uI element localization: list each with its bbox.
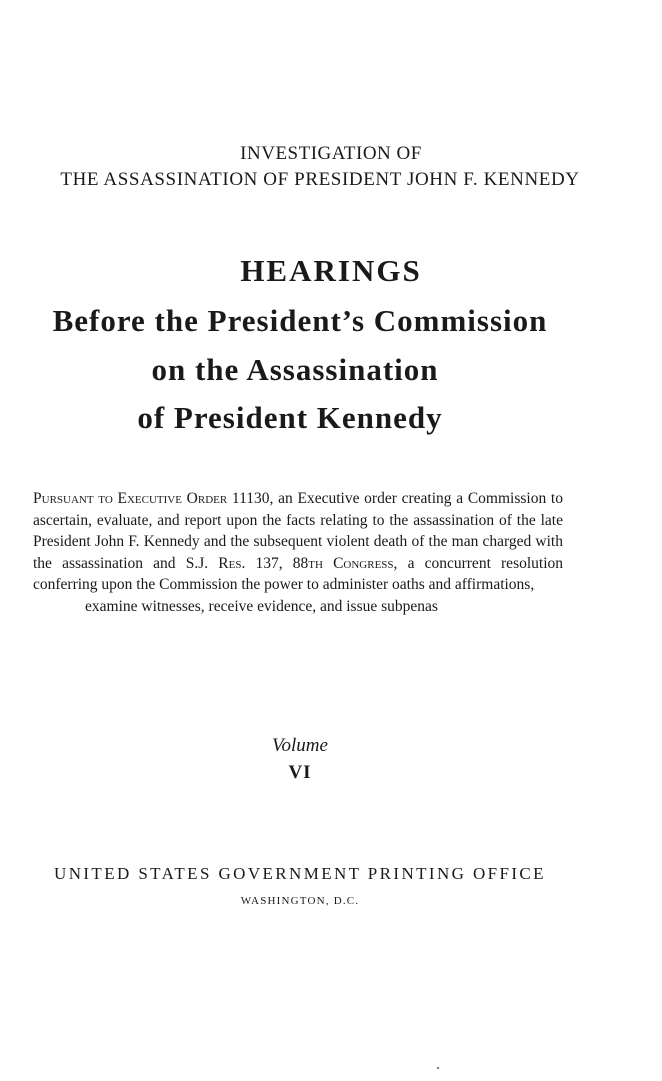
authority-text-3: , a concurrent resolution conferring upon the Commission the power to administer oaths and affirmations, — [33, 554, 564, 593]
authority-paragraph — [33, 488, 563, 617]
title-line-before: Before the President’s Commission — [52, 303, 548, 338]
res-abbrev: Res. — [218, 554, 246, 572]
header-line-1: INVESTIGATION OF — [240, 143, 422, 164]
print-speck — [437, 1067, 439, 1069]
authority-text-1: 11130, an Executive order creating a Commission to ascertain, evaluate, and report upon the facts relating to the assassination of the late President John F. Kennedy and the subsequent violent death of the man charged with the assassination and S.J. — [33, 490, 563, 572]
publisher-name: UNITED STATES GOVERNMENT PRINTING OFFICE — [54, 864, 546, 883]
hearings-title: HEARINGS — [240, 253, 422, 288]
volume-label: Volume — [272, 735, 328, 756]
volume-number: VI — [288, 762, 312, 783]
title-line-assassination: on the Assassination — [151, 352, 439, 387]
title-line-president: of President Kennedy — [137, 400, 443, 435]
header-line-2: THE ASSASSINATION OF PRESIDENT JOHN F. KENNEDY — [60, 169, 580, 190]
pursuant-phrase: Pursuant to Executive Order — [33, 490, 228, 507]
authority-last-line: examine witnesses, receive evidence, and issue subpenas — [85, 597, 438, 615]
congress-phrase: th Congress — [308, 554, 394, 572]
publisher-place: WASHINGTON, D.C. — [240, 895, 360, 907]
authority-text-2: 137, 88 — [245, 554, 309, 572]
